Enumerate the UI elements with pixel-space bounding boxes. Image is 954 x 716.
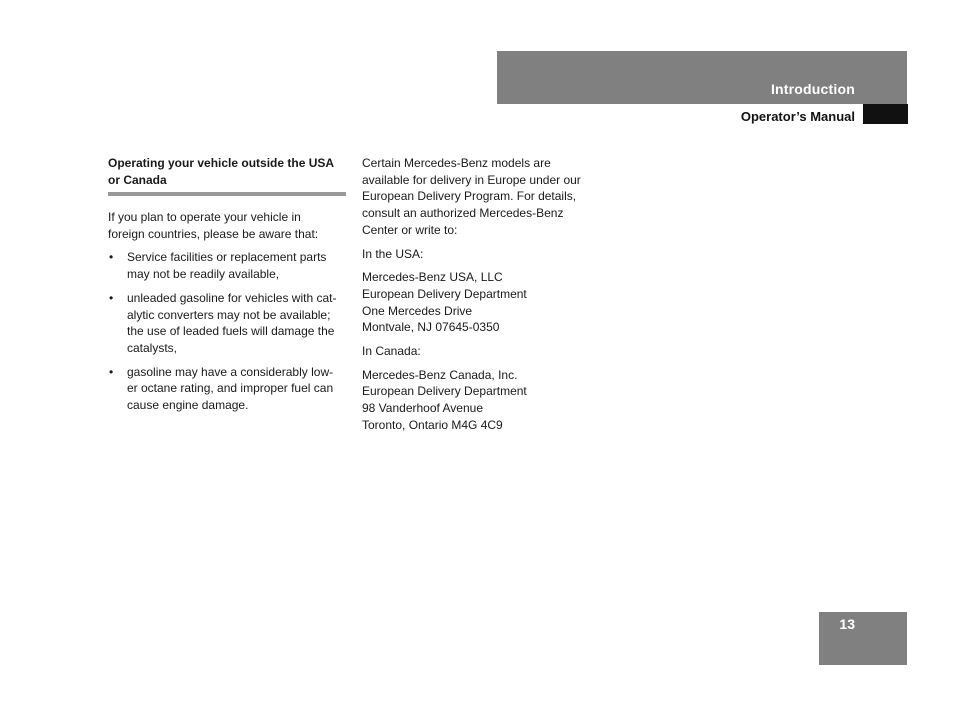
heading-rule: [108, 192, 346, 196]
bullet-icon: •: [109, 250, 114, 265]
list-item: • unleaded gasoline for vehicles with cat- alytic converters may not be available; the use of leaded fuels will damage the catalysts,: [109, 290, 337, 355]
delivery-program-paragraph: Certain Mercedes-Benz models are available for delivery in Europe under our European Delivery Program. For details, consult an authorized Mercedes-Benz Center or write to:: [362, 156, 581, 237]
canada-address: Mercedes-Benz Canada, Inc. European Delivery Department 98 Vanderhoof Avenue Toronto, Ontario M4G 4C9: [362, 367, 527, 432]
bullet-icon: •: [109, 364, 114, 379]
manual-title: Operator’s Manual: [740, 109, 855, 124]
usa-address: Mercedes-Benz USA, LLC European Delivery Department One Mercedes Drive Montvale, NJ 07645-0350: [362, 270, 527, 335]
intro-paragraph: If you plan to operate your vehicle in foreign countries, please be aware that:: [108, 210, 319, 241]
section-title: Introduction: [770, 81, 855, 97]
page-number: 13: [839, 616, 855, 632]
list-item: • Service facilities or replacement parts may not be readily available,: [109, 250, 327, 282]
section-heading: Operating your vehicle outside the USA or Canada: [108, 156, 335, 187]
header-bar: [497, 51, 907, 104]
right-column: [362, 155, 602, 441]
bullet-list: [108, 249, 348, 413]
usa-label: In the USA:: [362, 246, 424, 261]
header-marker-block: [863, 104, 908, 124]
list-item: • gasoline may have a considerably low- er octane rating, and improper fuel can cause engine damage.: [109, 364, 334, 413]
bullet-icon: •: [109, 290, 114, 305]
canada-label: In Canada:: [362, 344, 421, 359]
left-column: [108, 155, 348, 421]
page-number-box: [819, 612, 907, 665]
